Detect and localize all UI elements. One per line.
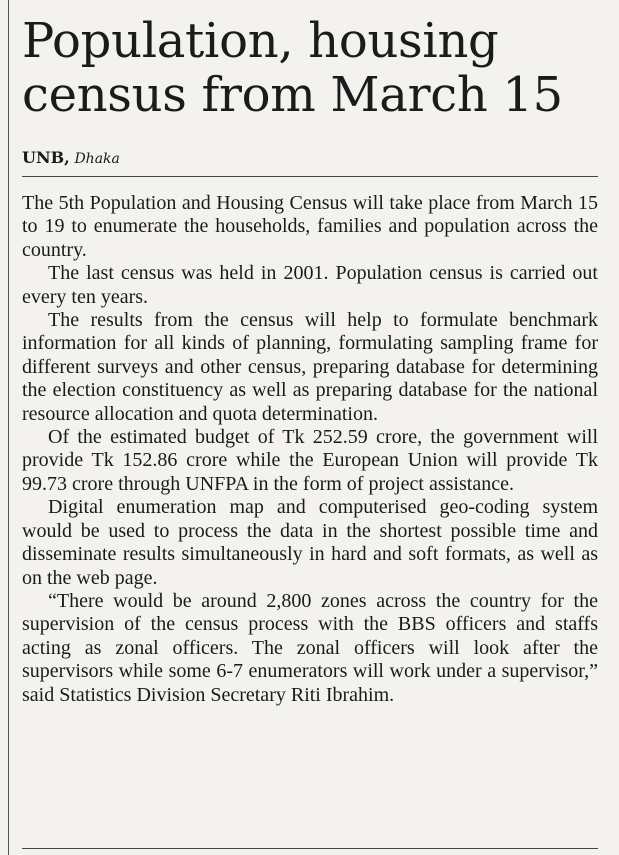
byline-rule <box>22 176 598 177</box>
headline-line-1: Population, housing <box>22 13 499 69</box>
paragraph: Digital enumeration map and computerised geo-coding system would be used to process the data in the shortest possible time and disseminate results simultaneously in hard and soft formats, as well as on the web page. <box>22 496 598 589</box>
paragraph: The results from the census will help to formulate benchmark information for all kinds of planning, formulating sampling frame for different surveys and other census, preparing database for determining the election constituency as well as preparing database for the national resource allocation and quota determination. <box>22 309 598 425</box>
paragraph: The last census was held in 2001. Population census is carried out every ten years. <box>22 262 598 308</box>
paragraph: Of the estimated budget of Tk 252.59 crore, the government will provide Tk 152.86 crore while the European Union will provide Tk 99.73 crore through UNFPA in the form of project assistance. <box>22 426 598 495</box>
paragraph: “There would be around 2,800 zones across the country for the supervision of the census process with the BBS officers and staffs acting as zonal officers. The zonal officers will look after the supervisors while some 6-7 enumerators will work under a supervisor,” said Statistics Division Secretary Riti Ibrahim. <box>22 589 598 706</box>
news-article <box>22 0 598 707</box>
byline-place: Dhaka <box>74 151 120 167</box>
headline-line-2: census from March 15 <box>22 67 563 123</box>
byline-agency: UNB, <box>22 148 70 167</box>
byline <box>22 149 598 167</box>
bottom-rule <box>22 848 598 849</box>
headline <box>22 0 598 122</box>
paragraph: The 5th Population and Housing Census will take place from March 15 to 19 to enumerate the households, families and population across the country. <box>22 192 598 261</box>
column-divider <box>8 0 9 855</box>
article-body <box>22 192 598 707</box>
